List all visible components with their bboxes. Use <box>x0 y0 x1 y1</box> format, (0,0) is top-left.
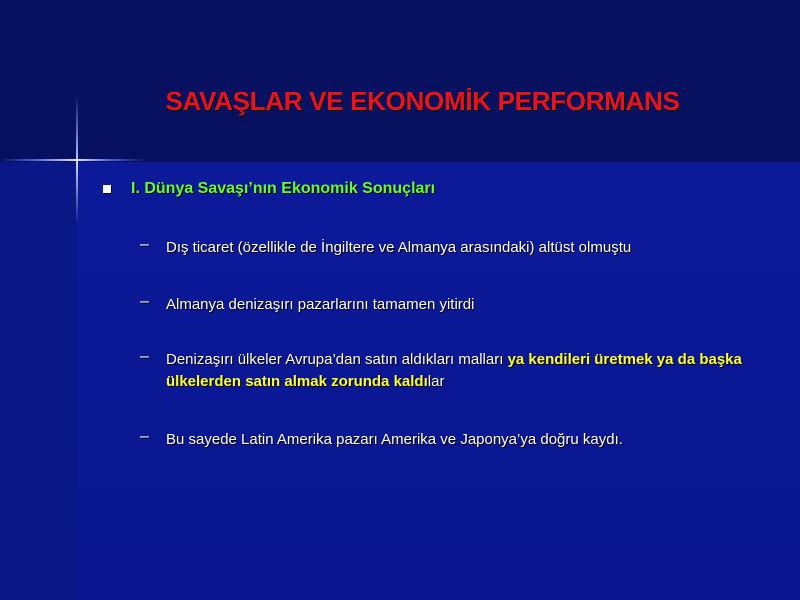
left-decor-strip <box>0 162 78 600</box>
title-band <box>0 0 800 162</box>
slide-title: SAVAŞLAR VE EKONOMİK PERFORMANS <box>165 86 680 116</box>
item-text-suffix: lar <box>427 373 445 390</box>
list-item <box>166 349 756 393</box>
square-bullet-icon <box>103 183 111 193</box>
list-item: Almanya denizaşırı pazarlarını tamamen yitirdi <box>166 296 475 313</box>
list-item: Bu sayede Latin Amerika pazarı Amerika ve Japonya’ya doğru kaydı. <box>166 431 623 448</box>
dash-bullet-icon: – <box>140 428 149 445</box>
section-heading: I. Dünya Savaşı’nın Ekonomik Sonuçları <box>131 180 436 197</box>
item-text: Denizaşırı ülkeler Avrupa’dan satın aldıkları malları <box>166 351 508 368</box>
dash-bullet-icon: – <box>140 236 149 253</box>
list-item: Dış ticaret (özellikle de İngiltere ve Almanya arasındaki) altüst olmuştu <box>166 239 632 256</box>
item-highlight: ya kendileri üretmek ya da başka ülkelerden satın almak zorunda kaldı <box>166 351 742 390</box>
dash-bullet-icon: – <box>140 293 149 310</box>
horizontal-glow-line <box>0 159 145 161</box>
dash-bullet-icon: – <box>140 348 149 365</box>
